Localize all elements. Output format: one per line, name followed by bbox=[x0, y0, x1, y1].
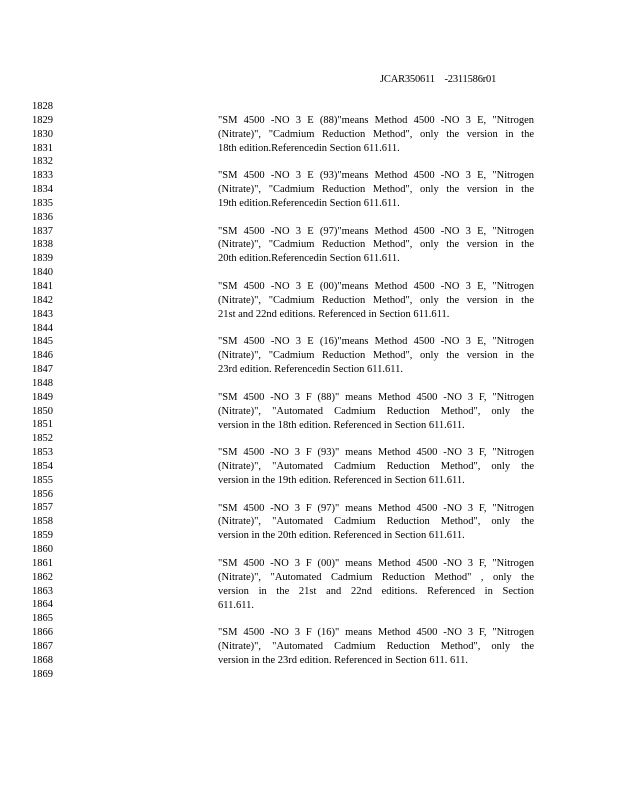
doc-id: JCAR350611 bbox=[380, 74, 435, 85]
definition-line: "SM 4500 -NO 3 F (97)" means Method 4500 -NO 3 F, "Nitrogen bbox=[218, 502, 534, 514]
definition-line: version in the 19th edition. Referenced in Section 611.611. bbox=[218, 474, 465, 486]
definition-line: version in the 23rd edition. Referenced in Section 611. 611. bbox=[218, 654, 468, 666]
line-number: 1837 bbox=[32, 225, 53, 237]
definition-line: (Nitrate)", "Automated Cadmium Reduction Method", only the bbox=[218, 641, 534, 653]
line-number: 1849 bbox=[32, 391, 53, 403]
line-number: 1838 bbox=[32, 239, 53, 251]
line-number: 1858 bbox=[32, 516, 53, 528]
line-number: 1850 bbox=[32, 405, 53, 417]
definition-line: version in the 18th edition. Referenced in Section 611.611. bbox=[218, 419, 465, 431]
definition-line: version in the 20th edition. Referenced in Section 611.611. bbox=[218, 530, 465, 542]
definition-entry bbox=[218, 169, 534, 211]
line-number: 1831 bbox=[32, 142, 53, 154]
line-number: 1861 bbox=[32, 557, 53, 569]
definition-line: version in the 21st and 22nd editions. Referenced in Section bbox=[218, 585, 534, 597]
line-number: 1842 bbox=[32, 294, 53, 306]
line-number: 1847 bbox=[32, 364, 53, 376]
definition-line: (Nitrate)", "Automated Cadmium Reduction Method" , only the bbox=[218, 571, 534, 583]
line-number: 1828 bbox=[32, 101, 53, 112]
line-number: 1853 bbox=[32, 447, 53, 459]
line-number: 1857 bbox=[32, 502, 53, 514]
line-number: 1834 bbox=[32, 184, 53, 196]
line-number: 1846 bbox=[32, 350, 53, 362]
definition-line: "SM 4500 -NO 3 E (93)"means Method 4500 -NO 3 E, "Nitrogen bbox=[218, 170, 534, 182]
line-number: 1845 bbox=[32, 336, 53, 348]
line-number: 1852 bbox=[32, 433, 53, 445]
definition-line: 21st and 22nd editions. Referenced in Section 611.611. bbox=[218, 308, 450, 320]
line-number: 1868 bbox=[32, 654, 53, 666]
definition-line: "SM 4500 -NO 3 F (16)" means Method 4500 -NO 3 F, "Nitrogen bbox=[218, 627, 534, 639]
definition-line: 18th edition.Referencedin Section 611.611. bbox=[218, 142, 400, 154]
line-number: 1851 bbox=[32, 419, 53, 431]
definition-line: (Nitrate)", "Cadmium Reduction Method", only the version in the bbox=[218, 184, 534, 196]
line-number: 1844 bbox=[32, 322, 53, 334]
line-number: 1843 bbox=[32, 308, 53, 320]
definition-entry bbox=[218, 391, 534, 433]
definition-line: "SM 4500 -NO 3 F (00)" means Method 4500 -NO 3 F, "Nitrogen bbox=[218, 558, 534, 570]
line-number: 1856 bbox=[32, 488, 53, 500]
line-number: 1866 bbox=[32, 627, 53, 639]
line-number: 1869 bbox=[32, 668, 53, 680]
doc-revision: -2311586r01 bbox=[444, 74, 497, 85]
line-number: 1865 bbox=[32, 613, 53, 625]
definition-entry bbox=[218, 225, 534, 267]
line-number: 1862 bbox=[32, 571, 53, 583]
line-number: 1863 bbox=[32, 585, 53, 597]
line-number: 1830 bbox=[32, 128, 53, 140]
definition-line: (Nitrate)", "Cadmium Reduction Method", only the version in the bbox=[218, 128, 534, 140]
definition-line: (Nitrate)", "Automated Cadmium Reduction Method", only the bbox=[218, 461, 534, 473]
definition-line: "SM 4500 -NO 3 F (93)" means Method 4500 -NO 3 F, "Nitrogen bbox=[218, 447, 534, 459]
line-number: 1829 bbox=[32, 114, 53, 126]
line-number: 1832 bbox=[32, 156, 53, 168]
definition-entry bbox=[218, 502, 534, 544]
definition-entry bbox=[218, 114, 534, 156]
definition-entry bbox=[218, 557, 534, 612]
document-header bbox=[380, 74, 496, 85]
definition-line: "SM 4500 -NO 3 E (88)"means Method 4500 -NO 3 E, "Nitrogen bbox=[218, 114, 534, 126]
definition-line: "SM 4500 -NO 3 E (97)"means Method 4500 -NO 3 E, "Nitrogen bbox=[218, 225, 534, 237]
definition-line: "SM 4500 -NO 3 E (16)"means Method 4500 -NO 3 E, "Nitrogen bbox=[218, 336, 534, 348]
line-number: 1841 bbox=[32, 280, 53, 292]
definition-line: (Nitrate)", "Cadmium Reduction Method", only the version in the bbox=[218, 239, 534, 251]
line-number: 1867 bbox=[32, 640, 53, 652]
definition-entry bbox=[218, 446, 534, 488]
line-number: 1859 bbox=[32, 530, 53, 542]
line-number: 1854 bbox=[32, 460, 53, 472]
line-number: 1836 bbox=[32, 211, 53, 223]
definition-line: "SM 4500 -NO 3 E (00)"means Method 4500 -NO 3 E, "Nitrogen bbox=[218, 281, 534, 293]
definition-entry bbox=[218, 335, 534, 377]
line-number: 1864 bbox=[32, 599, 53, 611]
line-number: 1839 bbox=[32, 253, 53, 265]
definition-line: 19th edition.Referencedin Section 611.611. bbox=[218, 197, 400, 209]
definition-line: (Nitrate)", "Automated Cadmium Reduction Method", only the bbox=[218, 405, 534, 417]
line-number: 1840 bbox=[32, 267, 53, 279]
line-number: 1835 bbox=[32, 197, 53, 209]
definition-line: (Nitrate)", "Cadmium Reduction Method", only the version in the bbox=[218, 294, 534, 306]
definition-line: 20th edition.Referencedin Section 611.611. bbox=[218, 253, 400, 265]
line-number: 1833 bbox=[32, 170, 53, 182]
definition-line: "SM 4500 -NO 3 F (88)" means Method 4500 -NO 3 F, "Nitrogen bbox=[218, 391, 534, 403]
line-number: 1855 bbox=[32, 474, 53, 486]
definition-line: 23rd edition. Referencedin Section 611.611. bbox=[218, 364, 403, 376]
definition-entry bbox=[218, 280, 534, 322]
definition-entry bbox=[218, 626, 534, 668]
definition-line: (Nitrate)", "Automated Cadmium Reduction Method", only the bbox=[218, 516, 534, 528]
line-number: 1848 bbox=[32, 377, 53, 389]
line-number: 1860 bbox=[32, 544, 53, 555]
definition-line: 611.611. bbox=[218, 599, 254, 611]
definition-line: (Nitrate)", "Cadmium Reduction Method", only the version in the bbox=[218, 350, 534, 362]
line-number-column bbox=[32, 100, 53, 681]
